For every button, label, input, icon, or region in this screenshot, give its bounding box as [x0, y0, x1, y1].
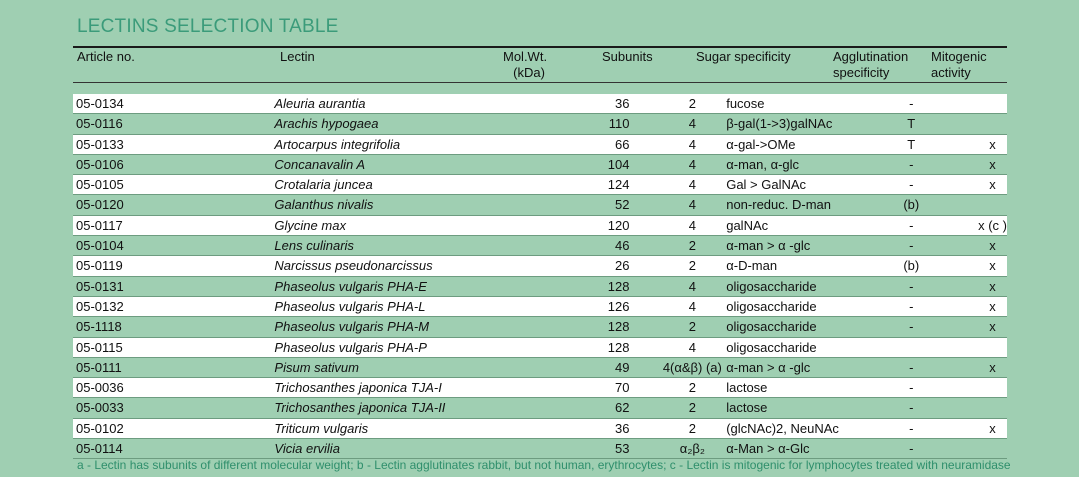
agglutination-cell: -	[909, 380, 914, 396]
sugar-cell: oligosaccharide	[726, 298, 817, 314]
subunits-cell: 4	[688, 136, 696, 152]
lectin-cell: Pisum sativum	[274, 359, 359, 375]
molwt-cell: 26	[615, 258, 630, 274]
lectin-cell: Glycine max	[274, 217, 346, 233]
molwt-cell: 126	[607, 298, 630, 314]
header-molwt	[503, 49, 547, 81]
header-mito-line2: activity	[931, 65, 971, 80]
table-row	[73, 256, 1007, 276]
table-row	[73, 114, 1007, 134]
subunits-cell: 4	[688, 278, 696, 294]
molwt-cell: 128	[607, 319, 630, 335]
article-cell: 05-0119	[76, 258, 123, 274]
sugar-cell: α-Man > α-Glc	[726, 441, 810, 457]
subunits-cell: 2	[688, 420, 696, 436]
lectin-cell: Phaseolus vulgaris PHA-L	[274, 298, 426, 314]
subunits-cell: 4(α&β) (a)	[662, 359, 722, 375]
article-cell: 05-0104	[76, 238, 124, 254]
molwt-cell: 128	[607, 278, 630, 294]
header-mitogenic	[931, 49, 987, 81]
mitogenic-cell: x	[989, 258, 996, 274]
agglutination-cell: -	[909, 441, 914, 457]
header-article: Article no.	[77, 49, 135, 64]
header-subunits: Subunits	[602, 49, 653, 64]
agglutination-cell	[864, 337, 958, 357]
header-agglutination	[833, 49, 908, 81]
agglutination-cell: -	[909, 298, 914, 314]
sugar-cell: lactose	[726, 380, 768, 396]
molwt-cell: 53	[615, 441, 630, 457]
molwt-cell: 46	[615, 238, 630, 254]
lectin-cell: Vicia ervilia	[274, 441, 340, 457]
header-sugar: Sugar specificity	[696, 49, 791, 64]
mitogenic-cell: x	[989, 359, 996, 375]
subunits-cell: 2	[688, 380, 696, 396]
lectin-cell: Triticum vulgaris	[274, 420, 369, 436]
sugar-cell: α-D-man	[726, 258, 778, 274]
agglutination-cell: -	[909, 156, 914, 172]
article-cell: 05-0134	[76, 96, 124, 111]
lectin-cell: Trichosanthes japonica TJA-II	[274, 400, 446, 416]
subunits-cell: α₂β₂	[679, 441, 705, 457]
lectin-cell: Phaseolus vulgaris PHA-E	[274, 278, 427, 294]
header-molwt-line2: (kDa)	[513, 65, 545, 80]
lectin-cell: Galanthus nivalis	[274, 197, 374, 213]
molwt-cell: 104	[607, 156, 630, 172]
article-cell: 05-0116	[76, 116, 123, 132]
subunits-cell: 4	[688, 298, 696, 314]
mitogenic-cell	[958, 114, 1007, 134]
table-row	[73, 357, 1007, 377]
sugar-cell: non-reduc. D-man	[726, 197, 831, 213]
agglutination-cell: -	[909, 319, 914, 335]
sugar-cell: α-man > α -glc	[726, 359, 811, 375]
subunits-cell: 2	[688, 238, 696, 254]
agglutination-cell: -	[909, 359, 914, 375]
article-cell: 05-0133	[76, 136, 124, 152]
table-row	[73, 276, 1007, 296]
table-row	[73, 398, 1007, 418]
table-row	[73, 236, 1007, 256]
agglutination-cell: -	[909, 400, 914, 416]
agglutination-cell: T	[907, 116, 916, 132]
lectin-cell: Phaseolus vulgaris PHA-M	[274, 319, 430, 335]
footnote: a - Lectin has subunits of different molecular weight; b - Lectin agglutinates rabbit, but not human, erythrocytes; c - Lectin is mitogenic for lymphocytes treated with neuramidase	[77, 458, 1011, 472]
molwt-cell: 110	[608, 116, 630, 132]
header-lectin: Lectin	[280, 49, 315, 64]
table-row	[73, 94, 1007, 114]
article-cell: 05-0033	[76, 400, 124, 416]
lectin-cell: Lens culinaris	[274, 238, 354, 254]
lectin-cell: Trichosanthes japonica TJA-I	[274, 380, 442, 396]
table-row	[73, 317, 1007, 337]
subunits-cell: 4	[688, 156, 696, 172]
article-cell: 05-0120	[76, 197, 124, 213]
header-rule	[73, 82, 1007, 83]
agglutination-cell: -	[909, 177, 914, 193]
mitogenic-cell: x	[989, 420, 996, 436]
molwt-cell: 124	[607, 177, 630, 193]
agglutination-cell: T	[907, 136, 916, 152]
header-agg-line2: specificity	[833, 65, 890, 80]
sugar-cell: galNAc	[726, 217, 769, 233]
header-molwt-line1: Mol.Wt.	[503, 49, 548, 64]
molwt-cell: 66	[615, 136, 630, 152]
mitogenic-cell: x	[989, 156, 996, 172]
sugar-cell: β-gal(1->3)galNAc	[726, 116, 833, 132]
agglutination-cell: -	[909, 217, 914, 233]
mitogenic-cell: x (c )	[978, 217, 1007, 233]
molwt-cell: 62	[615, 400, 630, 416]
mitogenic-cell	[958, 398, 1007, 418]
article-cell: 05-0036	[76, 380, 124, 396]
table-row	[73, 439, 1007, 459]
table-row	[73, 195, 1007, 215]
lectin-table	[73, 94, 1007, 459]
agglutination-cell: -	[909, 96, 914, 111]
lectin-cell: Narcissus pseudonarcissus	[274, 258, 433, 274]
subunits-cell: 4	[688, 339, 696, 355]
article-cell: 05-0106	[76, 156, 124, 172]
sugar-cell: oligosaccharide	[726, 278, 817, 294]
molwt-cell: 128	[607, 339, 630, 355]
agglutination-cell: -	[909, 278, 914, 294]
subunits-cell: 4	[688, 217, 696, 233]
sugar-cell: lactose	[726, 400, 768, 416]
article-cell: 05-0102	[76, 420, 124, 436]
mitogenic-cell	[958, 439, 1007, 459]
table-row	[73, 418, 1007, 438]
article-cell: 05-0114	[76, 441, 123, 457]
table-row	[73, 378, 1007, 398]
article-cell: 05-0117	[76, 217, 123, 233]
table-row	[73, 215, 1007, 235]
lectin-cell: Phaseolus vulgaris PHA-P	[274, 339, 427, 355]
top-rule	[73, 46, 1007, 48]
subunits-cell: 2	[688, 258, 696, 274]
lectin-cell: Artocarpus integrifolia	[274, 136, 401, 152]
agglutination-cell: -	[909, 238, 914, 254]
molwt-cell: 120	[607, 217, 630, 233]
mitogenic-cell	[958, 337, 1007, 357]
lectin-cell: Aleuria aurantia	[274, 96, 366, 111]
table-row	[73, 134, 1007, 154]
table-row	[73, 175, 1007, 195]
mitogenic-cell: x	[989, 298, 996, 314]
lectin-cell: Arachis hypogaea	[274, 116, 379, 132]
header-agg-line1: Agglutination	[833, 49, 909, 64]
page-title: LECTINS SELECTION TABLE	[77, 16, 339, 37]
mitogenic-cell	[958, 378, 1007, 398]
agglutination-cell: (b)	[903, 197, 920, 213]
sugar-cell: Gal > GalNAc	[726, 177, 807, 193]
lectin-cell: Concanavalin A	[274, 156, 365, 172]
table-row	[73, 337, 1007, 357]
sugar-cell: oligosaccharide	[726, 339, 817, 355]
molwt-cell: 36	[615, 96, 630, 111]
sugar-cell: α-gal->OMe	[726, 136, 796, 152]
table-row	[73, 296, 1007, 316]
subunits-cell: 2	[688, 319, 696, 335]
sugar-cell: fucose	[726, 96, 765, 111]
mitogenic-cell: x	[989, 278, 996, 294]
subunits-cell: 4	[688, 116, 696, 132]
mitogenic-cell	[958, 195, 1007, 215]
table-row	[73, 154, 1007, 174]
subunits-cell: 2	[688, 400, 696, 416]
mitogenic-cell	[958, 94, 1007, 114]
article-cell: 05-0132	[76, 298, 124, 314]
article-cell: 05-0131	[76, 278, 124, 294]
article-cell: 05-0105	[76, 177, 124, 193]
agglutination-cell: (b)	[903, 258, 920, 274]
sugar-cell: α-man, α-glc	[726, 156, 800, 172]
sugar-cell: (glcNAc)2, NeuNAc	[726, 420, 839, 436]
mitogenic-cell: x	[989, 177, 996, 193]
article-cell: 05-0111	[76, 359, 122, 375]
subunits-cell: 4	[688, 197, 696, 213]
subunits-cell: 2	[688, 96, 696, 111]
subunits-cell: 4	[688, 177, 696, 193]
molwt-cell: 52	[615, 197, 630, 213]
mitogenic-cell: x	[989, 319, 996, 335]
molwt-cell: 70	[615, 380, 630, 396]
agglutination-cell: -	[909, 420, 914, 436]
molwt-cell: 49	[615, 359, 630, 375]
header-mito-line1: Mitogenic	[931, 49, 987, 64]
molwt-cell: 36	[615, 420, 630, 436]
mitogenic-cell: x	[989, 238, 996, 254]
mitogenic-cell: x	[989, 136, 996, 152]
article-cell: 05-0115	[76, 339, 123, 355]
article-cell: 05-1118	[76, 319, 122, 335]
sugar-cell: oligosaccharide	[726, 319, 817, 335]
sugar-cell: α-man > α -glc	[726, 238, 811, 254]
lectin-cell: Crotalaria juncea	[274, 177, 373, 193]
